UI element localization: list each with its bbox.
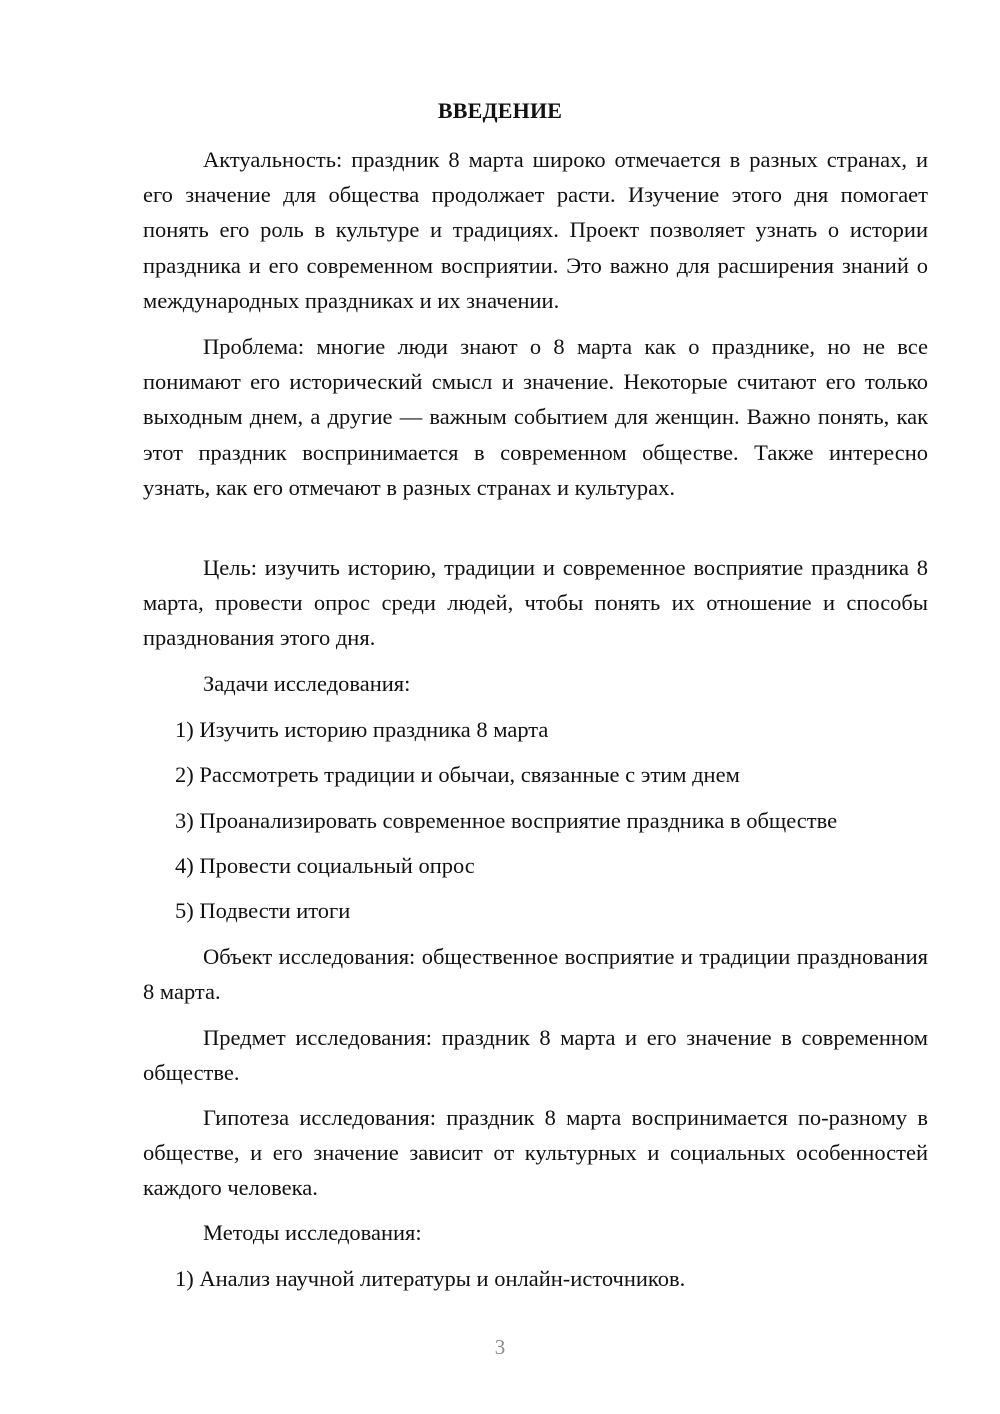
tasks-heading: Задачи исследования:: [203, 671, 411, 696]
paragraph-relevance: Актуальность: праздник 8 марта широко отмечается в разных странах, и его значение для общества продолжает расти. Изучение этого дня помогает понять его роль в культуре и традициях. Проект позволяет узнать о истории праздника и его современном восприятии. Это важно для расширения знаний о международных праздниках и их значении.: [143, 147, 928, 313]
list-item-task-3: 3) Проанализировать современное восприятие праздника в обществе: [175, 808, 838, 833]
list-item-task-1: 1) Изучить историю праздника 8 марта: [175, 717, 549, 742]
list-item-method-1: 1) Анализ научной литературы и онлайн-источников.: [175, 1266, 686, 1291]
paragraph-hypothesis: Гипотеза исследования: праздник 8 марта воспринимается по-разному в обществе, и его значение зависит от культурных и социальных особенностей каждого человека.: [143, 1105, 928, 1201]
methods-heading: Методы исследования:: [203, 1220, 422, 1245]
paragraph-subject: Предмет исследования: праздник 8 марта и его значение в современном обществе.: [143, 1025, 928, 1086]
paragraph-object: Объект исследования: общественное восприятие и традиции празднования 8 марта.: [143, 944, 928, 1005]
paragraph-goal: Цель: изучить историю, традиции и современное восприятие праздника 8 марта, провести опрос среди людей, чтобы понять их отношение и способы празднования этого дня.: [143, 555, 928, 651]
section-title: ВВЕДЕНИЕ: [437, 98, 563, 123]
list-item-task-2: 2) Рассмотреть традиции и обычаи, связанные с этим днем: [175, 762, 740, 787]
list-item-task-4: 4) Провести социальный опрос: [175, 853, 475, 878]
list-item-task-5: 5) Подвести итоги: [175, 898, 351, 923]
page-number: 3: [494, 1335, 506, 1359]
paragraph-problem: Проблема: многие люди знают о 8 марта как о празднике, но не все понимают его исторический смысл и значение. Некоторые считают его только выходным днем, а другие — важным событием для женщин. Важно понять, как этот праздник воспринимается в современном обществе. Также интересно узнать, как его отмечают в разных странах и культурах.: [143, 334, 928, 500]
